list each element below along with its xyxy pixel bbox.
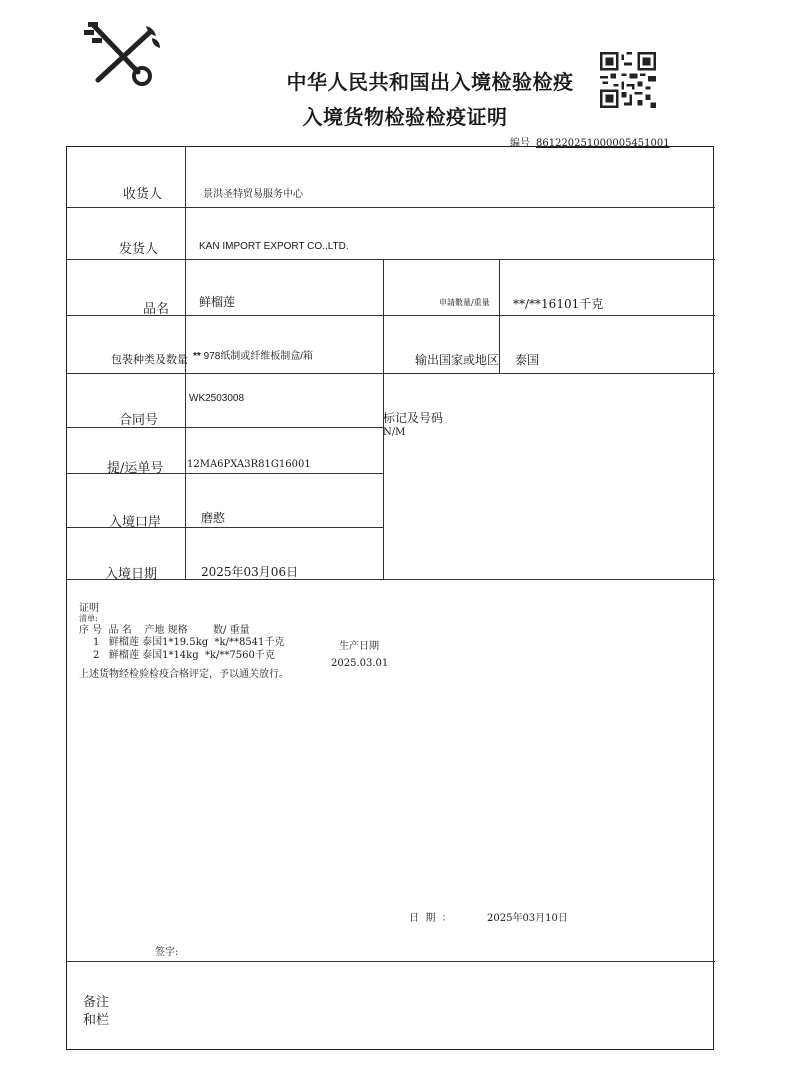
- entry-port-value: 磨憨: [201, 511, 226, 525]
- product-value: 鲜榴莲: [199, 295, 236, 309]
- certificate-table: [66, 146, 714, 1050]
- package-value: [193, 347, 313, 362]
- declared-qty-label: 申請數量/重量: [439, 298, 490, 307]
- package-stars: **: [193, 351, 201, 362]
- entry-date-value: 2025年03月06日: [201, 565, 299, 579]
- serial-value: 861220251000005451001: [536, 138, 670, 149]
- contract-label: 合同号: [119, 413, 159, 428]
- list-label: 清单:: [79, 614, 98, 623]
- consignee-label: 收货人: [123, 187, 163, 202]
- remarks-label-line1: 备注: [83, 995, 110, 1010]
- entry-date-label: 入境日期: [105, 567, 158, 582]
- document-subtitle: 入境货物检验检疫证明: [302, 105, 508, 129]
- issue-date-label: 日 期 ：: [409, 913, 452, 924]
- consignee-value: 景洪圣特贸易服务中心: [203, 189, 303, 200]
- consignor-value: KAN IMPORT EXPORT CO.,LTD.: [199, 241, 349, 252]
- marks-label: 标记及号码: [383, 411, 444, 425]
- consignor-label: 发货人: [119, 242, 159, 257]
- list-row-1: 1 鲜榴莲 泰国1*19.5kg *k/**8541千克: [93, 637, 285, 648]
- bill-of-lading-label: 提/运单号: [107, 461, 164, 476]
- serial-label: 编号: [510, 138, 530, 149]
- signature-label: 签字:: [155, 947, 179, 958]
- remarks-label-line2: 和栏: [83, 1013, 110, 1028]
- declared-qty-value: **/**16101千克: [513, 297, 604, 311]
- production-date-value: 2025.03.01: [331, 658, 389, 669]
- certificate-title: 证明: [79, 603, 99, 614]
- ciq-emblem-icon: [80, 18, 164, 90]
- origin-label: 输出国家或地区: [415, 353, 500, 367]
- certificate-statement: 上述货物经检验检疫合格评定，予以通关放行。: [79, 669, 289, 680]
- list-row-2: 2 鲜榴莲 泰国1*14kg *k/**7560千克: [93, 650, 275, 661]
- issue-date-value: 2025年03月10日: [487, 913, 568, 924]
- marks-value: N/M: [383, 427, 406, 438]
- package-text: 978纸制或纤维板制盒/箱: [203, 351, 314, 362]
- origin-value: 泰国: [515, 353, 540, 367]
- entry-port-label: 入境口岸: [109, 515, 162, 530]
- bill-of-lading-value: 12MA6PXA3R81G16001: [187, 459, 311, 470]
- contract-value: WK2503008: [189, 393, 245, 404]
- document-title: 中华人民共和国出入境检验检疫: [286, 70, 574, 94]
- product-label: 品名: [143, 302, 170, 317]
- production-date-label: 生产日期: [339, 641, 379, 652]
- list-headers: 序 号 品 名 产地 规格 数/ 重量: [79, 625, 250, 636]
- package-label: 包裝种类及数量: [111, 353, 188, 366]
